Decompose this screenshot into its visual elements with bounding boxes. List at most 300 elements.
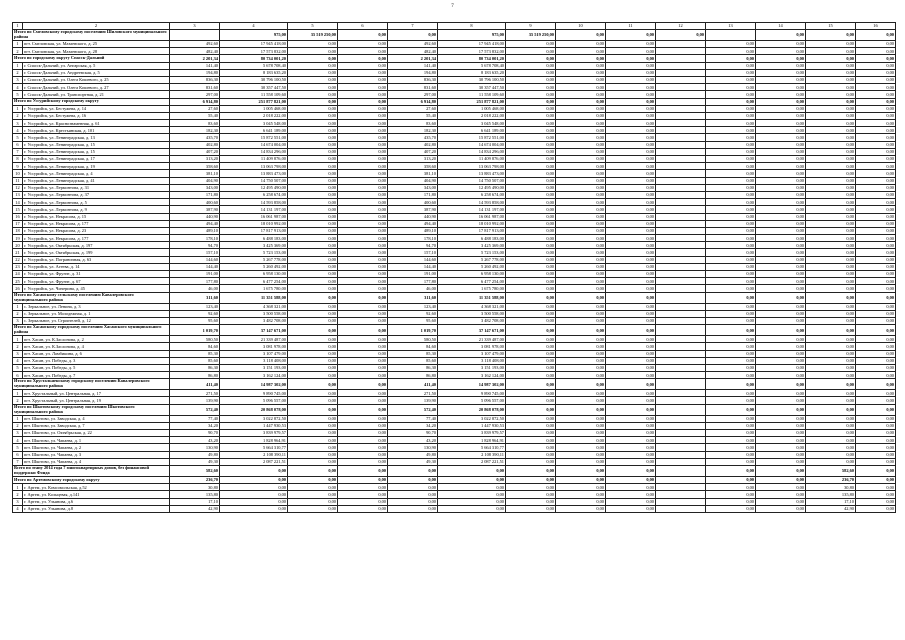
- value-cell: 0,00: [756, 256, 806, 263]
- value-cell: 0,00: [288, 484, 338, 491]
- value-cell: 171,80: [170, 191, 220, 198]
- value-cell: 49,30: [170, 458, 220, 465]
- value-cell: 0,00: [220, 491, 288, 498]
- value-cell: 0,00: [556, 235, 606, 242]
- address-cell: пгт. Смеловская, ул. Мазаевского, д. 28: [23, 48, 170, 55]
- value-cell: 0,00: [706, 505, 756, 512]
- value-cell: 0,00: [856, 191, 896, 198]
- value-cell: 0,00: [288, 227, 338, 234]
- value-cell: 0,00: [506, 343, 556, 350]
- table-row: [13, 48, 896, 55]
- value-cell: 3 162 124,00: [220, 372, 288, 379]
- value-cell: 831,60: [388, 84, 438, 91]
- value-cell: 30,80: [170, 484, 220, 491]
- value-cell: 0,00: [706, 390, 756, 397]
- value-cell: 0,00: [338, 163, 388, 170]
- value-cell: 0,00: [506, 303, 556, 310]
- value-cell: 0,00: [806, 397, 856, 404]
- value-cell: 0,00: [856, 141, 896, 148]
- value-cell: 0,00: [606, 476, 656, 483]
- value-cell: 0,00: [856, 372, 896, 379]
- value-cell: 0,00: [288, 325, 338, 336]
- value-cell: 6 258 674,00: [220, 191, 288, 198]
- value-cell: 0,00: [338, 30, 388, 41]
- value-cell: 0,00: [506, 444, 556, 451]
- value-cell: [656, 415, 706, 422]
- value-cell: 0,00: [856, 357, 896, 364]
- value-cell: 0,00: [606, 422, 656, 429]
- value-cell: 0,00: [288, 498, 338, 505]
- value-cell: 0,00: [856, 156, 896, 163]
- value-cell: 0,00: [856, 451, 896, 458]
- value-cell: 0,00: [506, 62, 556, 69]
- value-cell: 0,00: [856, 235, 896, 242]
- value-cell: 0,00: [606, 390, 656, 397]
- value-cell: 0,00: [606, 372, 656, 379]
- value-cell: 0,00: [806, 76, 856, 83]
- row-index: 5: [13, 91, 23, 98]
- value-cell: 313,20: [170, 156, 220, 163]
- value-cell: 4 368 321,00: [438, 303, 506, 310]
- value-cell: 0,00: [506, 91, 556, 98]
- subtotal-label: Итого по городскому округу Спасск-Дальний: [13, 55, 170, 62]
- row-index: 4: [13, 84, 23, 91]
- value-cell: 0,00: [556, 127, 606, 134]
- row-index: 26: [13, 285, 23, 292]
- value-cell: 0,00: [556, 422, 606, 429]
- address-cell: г. Спасск-Дальний, ул. Ангарская, д. 5: [23, 62, 170, 69]
- value-cell: 0,00: [288, 84, 338, 91]
- value-cell: 440,90: [388, 213, 438, 220]
- table-row: [13, 170, 896, 177]
- value-cell: 0,00: [856, 30, 896, 41]
- value-cell: 0,00: [506, 98, 556, 105]
- value-cell: 83,60: [170, 120, 220, 127]
- value-cell: 0,00: [806, 184, 856, 191]
- value-cell: 0,00: [288, 292, 338, 303]
- value-cell: 0,00: [706, 278, 756, 285]
- value-cell: 0,00: [606, 141, 656, 148]
- value-cell: 313,20: [388, 156, 438, 163]
- value-cell: 0,00: [706, 213, 756, 220]
- value-cell: 0,00: [756, 498, 806, 505]
- value-cell: 236,70: [170, 476, 220, 483]
- value-cell: 0,00: [606, 505, 656, 512]
- value-cell: 0,00: [388, 484, 438, 491]
- table-row: [13, 199, 896, 206]
- value-cell: 0,00: [338, 336, 388, 343]
- value-cell: 0,00: [706, 48, 756, 55]
- value-cell: 0,00: [288, 91, 338, 98]
- row-index: 2: [13, 310, 23, 317]
- address-cell: г. Уссурийск, ул. Лермонтова, д. 9: [23, 206, 170, 213]
- value-cell: 157,10: [388, 249, 438, 256]
- table-row: [13, 390, 896, 397]
- value-cell: 387,90: [388, 206, 438, 213]
- value-cell: 0,00: [606, 156, 656, 163]
- value-cell: 0,00: [806, 249, 856, 256]
- value-cell: 0,00: [856, 220, 896, 227]
- row-index: 9: [13, 163, 23, 170]
- value-cell: 0,00: [220, 476, 288, 483]
- subtotal-row: [13, 98, 896, 105]
- value-cell: 0,00: [706, 170, 756, 177]
- value-cell: 3 482 708,00: [220, 317, 288, 324]
- value-cell: 0,00: [288, 465, 338, 476]
- value-cell: 482,40: [388, 48, 438, 55]
- value-cell: 0,00: [856, 317, 896, 324]
- value-cell: 11 558 109,60: [438, 91, 506, 98]
- value-cell: 0,00: [556, 41, 606, 48]
- value-cell: 0,00: [556, 141, 606, 148]
- value-cell: 0,00: [706, 91, 756, 98]
- value-cell: 0,00: [506, 422, 556, 429]
- row-index: 1: [13, 105, 23, 112]
- value-cell: 14 593 858,00: [438, 199, 506, 206]
- value-cell: 3 151 193,00: [438, 364, 506, 371]
- value-cell: [656, 263, 706, 270]
- value-cell: 144,40: [170, 263, 220, 270]
- table-row: [13, 336, 896, 343]
- value-cell: 0,00: [288, 372, 338, 379]
- value-cell: 0,00: [856, 430, 896, 437]
- value-cell: 492,60: [170, 41, 220, 48]
- value-cell: 13 063 798,00: [438, 163, 506, 170]
- value-cell: 402,80: [388, 141, 438, 148]
- value-cell: 17 817 913,00: [220, 227, 288, 234]
- value-cell: [656, 310, 706, 317]
- value-cell: 0,00: [288, 76, 338, 83]
- value-cell: 0,00: [556, 379, 606, 390]
- table-row: [13, 491, 896, 498]
- value-cell: 0,00: [706, 249, 756, 256]
- value-cell: 0,00: [856, 76, 896, 83]
- value-cell: 3 151 193,00: [220, 364, 288, 371]
- value-cell: 0,00: [756, 476, 806, 483]
- address-cell: г. Уссурийск, ул. Ленинградская, д. 15: [23, 148, 170, 155]
- value-cell: 3 500 558,00: [438, 310, 506, 317]
- value-cell: 0,00: [556, 120, 606, 127]
- value-cell: 83,60: [388, 120, 438, 127]
- value-cell: [656, 127, 706, 134]
- value-cell: 2 108 390,11: [220, 451, 288, 458]
- value-cell: 0,00: [606, 112, 656, 119]
- value-cell: 0,00: [338, 213, 388, 220]
- value-cell: 0,00: [606, 303, 656, 310]
- value-cell: 0,00: [706, 127, 756, 134]
- value-cell: [656, 343, 706, 350]
- table-body: [13, 23, 896, 513]
- value-cell: 0,00: [856, 278, 896, 285]
- value-cell: 0,00: [338, 437, 388, 444]
- address-cell: г. Уссурийск, ул. Фрунзе, д. 67: [23, 278, 170, 285]
- value-cell: 0,00: [706, 364, 756, 371]
- value-cell: 0,00: [288, 242, 338, 249]
- address-cell: г. Уссурийск, ул. Агеева, д. 14: [23, 263, 170, 270]
- value-cell: 0,00: [856, 163, 896, 170]
- value-cell: 0,00: [606, 105, 656, 112]
- value-cell: 0,00: [606, 148, 656, 155]
- value-cell: 0,00: [706, 55, 756, 62]
- value-cell: 0,00: [756, 505, 806, 512]
- value-cell: 0,00: [856, 41, 896, 48]
- value-cell: 0,00: [856, 242, 896, 249]
- value-cell: [656, 325, 706, 336]
- value-cell: [656, 350, 706, 357]
- value-cell: 14 750 507,00: [220, 177, 288, 184]
- value-cell: 5 723 153,00: [438, 249, 506, 256]
- value-cell: 0,00: [706, 84, 756, 91]
- value-cell: 0,00: [338, 84, 388, 91]
- value-cell: 86,30: [170, 364, 220, 371]
- table-row: [13, 317, 896, 324]
- value-cell: 0,00: [606, 177, 656, 184]
- value-cell: 0,00: [288, 199, 338, 206]
- value-cell: 0,00: [288, 444, 338, 451]
- value-cell: 343,00: [170, 184, 220, 191]
- value-cell: 0,00: [288, 317, 338, 324]
- page-number: 7: [451, 4, 454, 9]
- value-cell: 0,00: [556, 415, 606, 422]
- value-cell: 0,00: [606, 249, 656, 256]
- value-cell: 0,00: [288, 120, 338, 127]
- value-cell: 0,00: [288, 127, 338, 134]
- value-cell: [656, 397, 706, 404]
- value-cell: 0,00: [756, 336, 806, 343]
- value-cell: 0,00: [388, 476, 438, 483]
- value-cell: 3 045 548,00: [220, 120, 288, 127]
- value-cell: 86,30: [388, 364, 438, 371]
- value-cell: 0,00: [556, 227, 606, 234]
- value-cell: 0,00: [506, 476, 556, 483]
- value-cell: 0,00: [856, 177, 896, 184]
- table-row: [13, 206, 896, 213]
- value-cell: 3 045 548,00: [438, 120, 506, 127]
- value-cell: 49,80: [388, 451, 438, 458]
- row-index: 2: [13, 491, 23, 498]
- value-cell: 0,00: [856, 390, 896, 397]
- value-cell: 0,00: [338, 310, 388, 317]
- value-cell: 975,00: [438, 30, 506, 41]
- value-cell: 182,30: [388, 127, 438, 134]
- value-cell: 0,00: [288, 303, 338, 310]
- value-cell: 0,00: [856, 62, 896, 69]
- value-cell: 0,00: [806, 227, 856, 234]
- value-cell: 84,60: [388, 343, 438, 350]
- value-cell: 0,00: [806, 163, 856, 170]
- value-cell: 0,00: [288, 505, 338, 512]
- row-index: 4: [13, 357, 23, 364]
- value-cell: 0,00: [220, 484, 288, 491]
- value-cell: 14 987 302,00: [438, 379, 506, 390]
- value-cell: 0,00: [506, 191, 556, 198]
- value-cell: 0,00: [606, 69, 656, 76]
- value-cell: 0,00: [756, 390, 806, 397]
- value-cell: 0,00: [756, 84, 806, 91]
- value-cell: 0,00: [856, 127, 896, 134]
- value-cell: 30 796 100,50: [438, 76, 506, 83]
- value-cell: 0,00: [806, 285, 856, 292]
- address-cell: пгт. Шкотово, ул. Заводская, д. 7: [23, 422, 170, 429]
- value-cell: 0,00: [756, 451, 806, 458]
- value-cell: 0,00: [606, 278, 656, 285]
- value-cell: 0,00: [288, 177, 338, 184]
- address-cell: пгт. Шкотово, ул. Чапаева, д. 1: [23, 437, 170, 444]
- address-cell: г. Уссурийск, ул. Ленинградская, д. 13: [23, 134, 170, 141]
- value-cell: 0,00: [756, 156, 806, 163]
- value-cell: 0,00: [506, 76, 556, 83]
- value-cell: 46,00: [170, 285, 220, 292]
- value-cell: 489,10: [170, 227, 220, 234]
- table-row: [13, 156, 896, 163]
- row-index: 6: [13, 372, 23, 379]
- row-index: 3: [13, 498, 23, 505]
- value-cell: 3 425 369,00: [438, 242, 506, 249]
- value-cell: 0,00: [856, 285, 896, 292]
- value-cell: 191,00: [170, 271, 220, 278]
- value-cell: 21 339 487,00: [438, 336, 506, 343]
- value-cell: 0,00: [506, 404, 556, 415]
- value-cell: 404,90: [388, 177, 438, 184]
- address-cell: г. Уссурийск, ул. Ленинградская, д. 4: [23, 170, 170, 177]
- value-cell: 194,80: [170, 69, 220, 76]
- value-cell: 80 734 001,20: [220, 55, 288, 62]
- value-cell: 30 357 447,50: [220, 84, 288, 91]
- value-cell: 0,00: [338, 256, 388, 263]
- value-cell: 80 734 001,20: [438, 55, 506, 62]
- subtotal-label: Итого по Хасанскому сельскому поселению Кавалеровского муниципального района: [13, 292, 170, 303]
- row-index: 11: [13, 177, 23, 184]
- value-cell: 0,00: [806, 437, 856, 444]
- value-cell: 251 877 821,00: [438, 98, 506, 105]
- value-cell: 381,10: [170, 170, 220, 177]
- value-cell: 0,00: [438, 476, 506, 483]
- value-cell: 0,00: [338, 303, 388, 310]
- value-cell: [656, 206, 706, 213]
- address-cell: г. Уссурийск, ул. Краснознаменная, д. 61: [23, 120, 170, 127]
- value-cell: 86,80: [388, 372, 438, 379]
- table-row: [13, 263, 896, 270]
- value-cell: 0,00: [806, 292, 856, 303]
- value-cell: [656, 444, 706, 451]
- value-cell: 0,00: [806, 390, 856, 397]
- value-cell: [656, 148, 706, 155]
- value-cell: [656, 404, 706, 415]
- row-index: 4: [13, 505, 23, 512]
- value-cell: 0,00: [806, 191, 856, 198]
- value-cell: 0,00: [338, 184, 388, 191]
- value-cell: 94,70: [170, 242, 220, 249]
- subtotal-row: [13, 379, 896, 390]
- value-cell: 178,10: [170, 235, 220, 242]
- value-cell: 0,00: [556, 206, 606, 213]
- value-cell: 3 081 978,00: [438, 343, 506, 350]
- value-cell: 8 183 635,20: [220, 69, 288, 76]
- value-cell: 9 890 745,00: [438, 390, 506, 397]
- value-cell: 0,00: [338, 227, 388, 234]
- row-index: 7: [13, 458, 23, 465]
- value-cell: 358,60: [170, 163, 220, 170]
- value-cell: 18 010 992,00: [438, 220, 506, 227]
- value-cell: 0,00: [606, 379, 656, 390]
- value-cell: 0,00: [338, 278, 388, 285]
- table-row: [13, 235, 896, 242]
- value-cell: 0,00: [856, 444, 896, 451]
- value-cell: 0,00: [506, 397, 556, 404]
- value-cell: 0,00: [806, 364, 856, 371]
- value-cell: 0,00: [756, 170, 806, 177]
- value-cell: 1 019,70: [170, 325, 220, 336]
- value-cell: 0,00: [606, 397, 656, 404]
- row-index: 4: [13, 437, 23, 444]
- value-cell: 0,00: [338, 127, 388, 134]
- value-cell: 0,00: [556, 364, 606, 371]
- value-cell: 17 945 418,00: [438, 41, 506, 48]
- column-number-cell: 7: [388, 23, 438, 30]
- value-cell: 13 883 473,00: [220, 170, 288, 177]
- value-cell: 0,00: [806, 127, 856, 134]
- value-cell: 0,00: [706, 430, 756, 437]
- row-index: 3: [13, 317, 23, 324]
- value-cell: 6 958 130,00: [438, 271, 506, 278]
- value-cell: 5 096 557,00: [438, 397, 506, 404]
- value-cell: 0,00: [506, 235, 556, 242]
- value-cell: 92,60: [388, 310, 438, 317]
- value-cell: 0,00: [556, 350, 606, 357]
- value-cell: 0,00: [338, 271, 388, 278]
- value-cell: 435,70: [170, 134, 220, 141]
- value-cell: 0,00: [288, 235, 338, 242]
- value-cell: 3 118 408,00: [220, 357, 288, 364]
- value-cell: 14 674 004,00: [220, 141, 288, 148]
- address-cell: пгт. Хасан, ул. Ламбикина, д. 6: [23, 350, 170, 357]
- value-cell: 0,00: [556, 170, 606, 177]
- value-cell: 0,00: [806, 430, 856, 437]
- address-cell: г. Уссурийск, ул. Некрасова, д. 177: [23, 220, 170, 227]
- table-row: [13, 310, 896, 317]
- value-cell: 0,00: [806, 303, 856, 310]
- value-cell: 0,00: [706, 41, 756, 48]
- value-cell: 0,00: [338, 199, 388, 206]
- value-cell: 0,00: [756, 263, 806, 270]
- value-cell: 17 573 832,00: [220, 48, 288, 55]
- value-cell: 0,00: [438, 505, 506, 512]
- value-cell: 0,00: [338, 191, 388, 198]
- value-cell: 90,70: [388, 430, 438, 437]
- address-cell: г. Уссурийск, ул. Чичерина, д. 45: [23, 285, 170, 292]
- table-row: [13, 458, 896, 465]
- value-cell: 0,00: [806, 451, 856, 458]
- row-index: 18: [13, 227, 23, 234]
- value-cell: 0,00: [288, 310, 338, 317]
- value-cell: 14 593 858,00: [220, 199, 288, 206]
- value-cell: 0,00: [556, 271, 606, 278]
- value-cell: 0,00: [806, 84, 856, 91]
- value-cell: 1 828 964,91: [220, 437, 288, 444]
- value-cell: 0,00: [606, 285, 656, 292]
- value-cell: 0,00: [288, 256, 338, 263]
- value-cell: 2 018 222,00: [220, 112, 288, 119]
- value-cell: 13 063 798,00: [220, 163, 288, 170]
- value-cell: 0,00: [756, 491, 806, 498]
- value-cell: 0,00: [706, 62, 756, 69]
- value-cell: 0,00: [338, 235, 388, 242]
- value-cell: 0,00: [288, 184, 338, 191]
- value-cell: 95,60: [388, 317, 438, 324]
- value-cell: 0,00: [856, 112, 896, 119]
- value-cell: 0,00: [856, 476, 896, 483]
- row-index: 3: [13, 430, 23, 437]
